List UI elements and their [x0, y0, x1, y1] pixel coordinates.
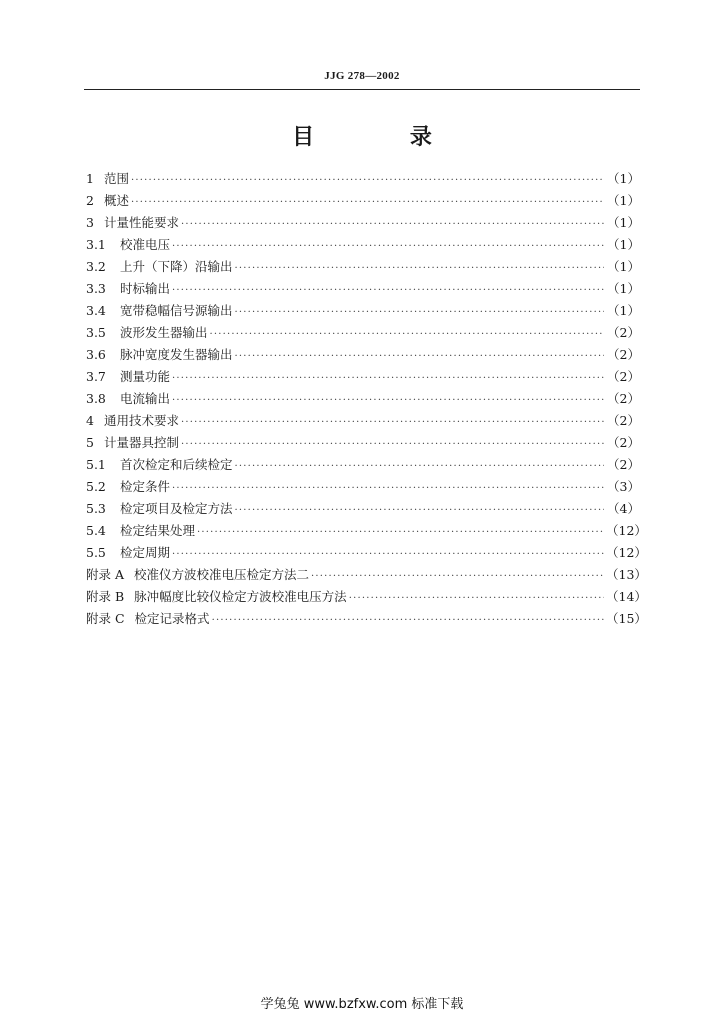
toc-dot-leader	[172, 390, 604, 412]
toc-entry	[86, 586, 647, 608]
toc-entry-number: 3.5	[86, 325, 106, 340]
toc-entry-title: 首次检定和后续检定	[120, 457, 233, 472]
toc-entry-title: 检定项目及检定方法	[120, 501, 233, 516]
toc-entry	[86, 366, 640, 388]
toc-dot-leader	[172, 236, 604, 258]
toc-entry-page: （1）	[607, 171, 640, 186]
toc-entry-number: 附录 A	[86, 567, 125, 582]
toc-entry-title: 检定记录格式	[134, 611, 210, 626]
toc-entry	[86, 256, 640, 278]
toc-entry	[86, 234, 640, 256]
toc-entry-page: （4）	[607, 501, 640, 516]
toc-dot-leader	[181, 434, 604, 456]
toc-entry	[86, 344, 640, 366]
toc-entry-number: 3.4	[86, 303, 106, 318]
toc-entry-title: 上升（下降）沿输出	[120, 259, 233, 274]
toc-entry	[86, 498, 640, 520]
toc-entry-title: 宽带稳幅信号源输出	[120, 303, 233, 318]
toc-entry	[86, 542, 647, 564]
toc-entry-page: （13）	[606, 567, 647, 582]
toc-entry-page: （1）	[607, 259, 640, 274]
toc-entry-number: 2	[86, 193, 94, 208]
toc-entry	[86, 300, 640, 322]
toc-entry-page: （15）	[606, 611, 647, 626]
toc-entry-page: （2）	[607, 369, 640, 384]
toc-entry-title: 时标输出	[120, 281, 171, 296]
header-divider	[84, 89, 640, 90]
toc-entry-title: 脉冲幅度比较仪检定方波校准电压方法	[134, 589, 347, 604]
toc-entry-title: 校准仪方波校准电压检定方法二	[134, 567, 310, 582]
toc-dot-leader	[235, 456, 604, 478]
toc-entry-title: 脉冲宽度发生器输出	[120, 347, 233, 362]
toc-entry-number: 5.4	[86, 523, 106, 538]
toc-entry-title: 电流输出	[120, 391, 171, 406]
toc-entry-title: 检定结果处理	[120, 523, 196, 538]
toc-dot-leader	[235, 346, 604, 368]
toc-entry-number: 5.2	[86, 479, 106, 494]
toc-entry-number: 3.7	[86, 369, 106, 384]
toc-entry-number: 5	[86, 435, 94, 450]
toc-dot-leader	[181, 214, 604, 236]
toc-entry	[86, 410, 640, 432]
toc-entry-number: 5.5	[86, 545, 106, 560]
toc-dot-leader	[172, 544, 604, 566]
toc-dot-leader	[131, 192, 604, 214]
toc-entry-number: 3.3	[86, 281, 106, 296]
toc-dot-leader	[349, 588, 604, 610]
toc-entry	[86, 278, 640, 300]
toc-dot-leader	[181, 412, 604, 434]
table-of-contents	[86, 168, 647, 630]
toc-entry	[86, 432, 640, 454]
toc-entry-page: （12）	[606, 545, 647, 560]
toc-dot-leader	[172, 280, 604, 302]
toc-entry-title: 检定周期	[120, 545, 171, 560]
toc-entry-title: 范围	[104, 171, 130, 186]
toc-dot-leader	[172, 478, 604, 500]
toc-entry	[86, 608, 647, 630]
toc-entry-page: （3）	[607, 479, 640, 494]
toc-entry	[86, 476, 640, 498]
toc-entry-number: 5.1	[86, 457, 106, 472]
toc-entry-title: 检定条件	[120, 479, 171, 494]
toc-entry-page: （1）	[607, 281, 640, 296]
toc-entry-number: 3.2	[86, 259, 106, 274]
toc-entry	[86, 168, 640, 190]
toc-entry-page: （2）	[607, 413, 640, 428]
toc-entry-page: （2）	[607, 457, 640, 472]
toc-entry-page: （2）	[607, 391, 640, 406]
toc-entry-title: 波形发生器输出	[120, 325, 208, 340]
toc-entry-number: 附录 B	[86, 589, 125, 604]
toc-dot-leader	[235, 500, 604, 522]
toc-entry-number: 4	[86, 413, 94, 428]
toc-entry-page: （2）	[607, 435, 640, 450]
toc-entry-page: （2）	[607, 325, 640, 340]
toc-entry-number: 3.1	[86, 237, 106, 252]
toc-entry-page: （1）	[607, 237, 640, 252]
toc-entry-page: （1）	[607, 193, 640, 208]
toc-entry	[86, 190, 640, 212]
page-title: 目 录	[292, 125, 476, 150]
toc-entry-page: （1）	[607, 215, 640, 230]
toc-dot-leader	[210, 324, 604, 346]
toc-entry-page: （14）	[606, 589, 647, 604]
toc-entry-title: 计量性能要求	[104, 215, 180, 230]
toc-entry	[86, 322, 640, 344]
toc-entry	[86, 388, 640, 410]
document-code-header: JJG 278—2002	[324, 70, 400, 82]
toc-entry-title: 测量功能	[120, 369, 171, 384]
toc-entry-title: 概述	[104, 193, 130, 208]
toc-dot-leader	[131, 170, 604, 192]
toc-dot-leader	[235, 258, 604, 280]
toc-entry-page: （1）	[607, 303, 640, 318]
toc-dot-leader	[172, 368, 604, 390]
toc-dot-leader	[197, 522, 604, 544]
toc-entry	[86, 454, 640, 476]
toc-entry-number: 1	[86, 171, 94, 186]
toc-entry-number: 3.6	[86, 347, 106, 362]
toc-entry-page: （12）	[606, 523, 647, 538]
toc-entry-number: 5.3	[86, 501, 106, 516]
toc-dot-leader	[311, 566, 604, 588]
toc-entry-number: 附录 C	[86, 611, 125, 626]
toc-entry-title: 计量器具控制	[104, 435, 180, 450]
toc-entry-number: 3.8	[86, 391, 106, 406]
toc-entry	[86, 212, 640, 234]
toc-entry-title: 校准电压	[120, 237, 171, 252]
toc-dot-leader	[235, 302, 604, 324]
toc-entry	[86, 520, 647, 542]
footer-watermark: 学兔兔 www.bzfxw.com 标准下载	[260, 997, 464, 1012]
toc-entry-page: （2）	[607, 347, 640, 362]
toc-entry-number: 3	[86, 215, 94, 230]
toc-entry-title: 通用技术要求	[104, 413, 180, 428]
toc-entry	[86, 564, 647, 586]
toc-dot-leader	[212, 610, 604, 632]
